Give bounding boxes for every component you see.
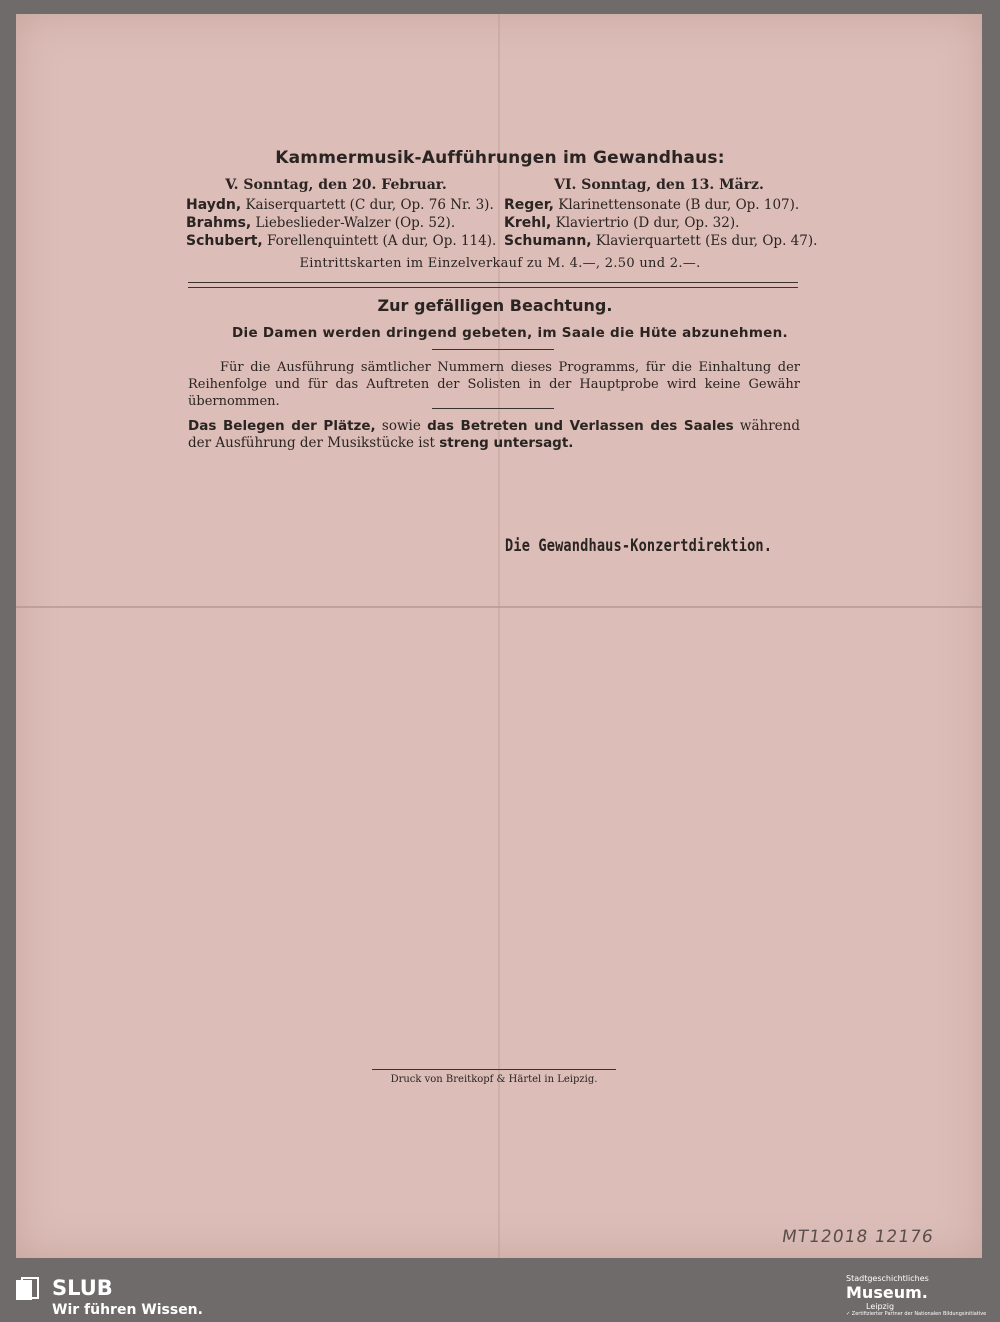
short-divider — [432, 408, 554, 409]
program-item — [504, 232, 818, 250]
double-rule-divider — [188, 282, 798, 288]
composer: Haydn, — [186, 197, 242, 213]
museum-logo — [846, 1274, 986, 1318]
composer: Brahms, — [186, 215, 252, 231]
seating-notice-text: sowie — [375, 418, 428, 434]
seating-notice-bold: streng untersagt. — [439, 435, 574, 451]
fold-line-vertical — [498, 14, 500, 1258]
work: Forellenquintett (A dur, Op. 114). — [267, 233, 497, 249]
program-item — [186, 214, 486, 232]
printer-imprint: Druck von Breitkopf & Härtel in Leipzig. — [390, 1074, 598, 1085]
program-item — [504, 196, 814, 214]
signature: Die Gewandhaus-Konzertdirektion. — [505, 536, 773, 556]
program-item — [186, 196, 494, 214]
hat-notice: Die Damen werden dringend gebeten, im Saale die Hüte abzunehmen. — [232, 325, 788, 341]
work: Kaiserquartett (C dur, Op. 76 Nr. 3). — [245, 197, 494, 213]
program-item — [186, 232, 497, 250]
printer-rule — [372, 1069, 616, 1070]
inventory-number: MT12018 12176 — [780, 1227, 936, 1247]
museum-small-label: Stadtgeschichtliches — [846, 1274, 929, 1283]
document-page — [16, 14, 982, 1258]
work: Klaviertrio (D dur, Op. 32). — [555, 215, 740, 231]
disclaimer-paragraph: Für die Ausführung sämtlicher Nummern dieses Programms, für die Einhaltung der Reihenfolge und für das Auftreten der Solisten in der Hauptprobe wird keine Gewähr übernommen. — [188, 360, 800, 409]
slub-name: SLUB — [52, 1276, 113, 1300]
concert-6 — [504, 177, 818, 250]
museum-name: Museum. — [846, 1283, 928, 1302]
slub-logo-icon — [14, 1276, 40, 1302]
museum-partner: ✓ Zertifizierter Partner der Nationalen Bildungsinitiative — [846, 1311, 987, 1317]
concert-5 — [186, 177, 497, 250]
seating-notice-bold: das Betreten und Verlassen des Saales — [427, 418, 734, 434]
footer-bar — [0, 1272, 1000, 1322]
seating-notice — [188, 418, 800, 452]
slub-tagline: Wir führen Wissen. — [52, 1302, 203, 1318]
work: Klavierquartett (Es dur, Op. 47). — [595, 233, 818, 249]
work: Klarinettensonate (B dur, Op. 107). — [558, 197, 800, 213]
program-item — [504, 214, 814, 232]
seating-notice-text: während der Ausführung der Musikstücke ist — [188, 418, 800, 451]
seating-notice-bold: Das Belegen der Plätze, — [188, 418, 376, 434]
composer: Schubert, — [186, 233, 263, 249]
composer: Schumann, — [504, 233, 592, 249]
work: Liebeslieder-Walzer (Op. 52). — [255, 215, 456, 231]
ticket-prices: Eintrittskarten im Einzelverkauf zu M. 4.—, 2.50 und 2.—. — [299, 256, 701, 271]
concert-5-heading: V. Sonntag, den 20. Februar. — [225, 177, 447, 193]
notice-title: Zur gefälligen Beachtung. — [377, 296, 613, 315]
short-divider — [432, 349, 554, 350]
composer: Reger, — [504, 197, 554, 213]
concert-6-heading: VI. Sonntag, den 13. März. — [554, 177, 764, 193]
museum-city: Leipzig — [866, 1302, 895, 1311]
composer: Krehl, — [504, 215, 552, 231]
concert-series-title: Kammermusik-Aufführungen im Gewandhaus: — [275, 148, 725, 168]
